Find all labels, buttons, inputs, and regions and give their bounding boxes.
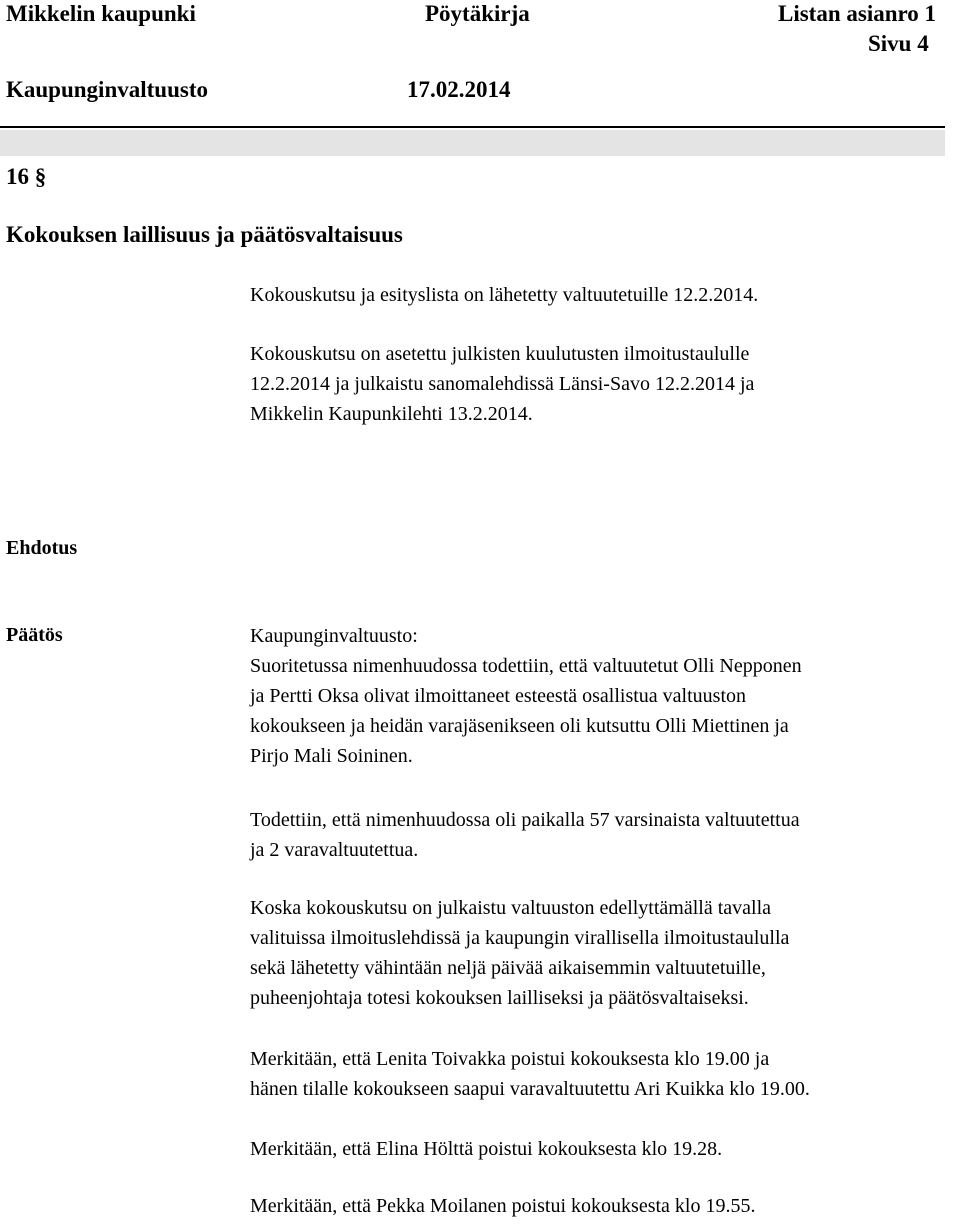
section-number: 16 § bbox=[6, 164, 47, 189]
organization-name: Mikkelin kaupunki bbox=[6, 1, 196, 26]
decision-paragraph-3: Koska kokouskutsu on julkaistu valtuuston edellyttämällä tavalla valituissa ilmoituslehdissä ja kaupungin virallisella ilmoitustaululla sekä lähetetty vähintään neljä päivää aikaisemmin valtuutetuille, puheenjohtaja totesi kokouksen lailliseksi ja päätösvaltaiseksi. bbox=[250, 897, 790, 1009]
proposal-label: Ehdotus bbox=[6, 537, 78, 559]
decision-paragraph-2: Todettiin, että nimenhuudossa oli paikalla 57 varsinaista valtuutettua ja 2 varavaltuutettua. bbox=[250, 809, 800, 861]
intro-paragraph-1: Kokouskutsu ja esityslista on lähetetty valtuutetuille 12.2.2014. bbox=[250, 284, 759, 306]
header-band bbox=[0, 130, 945, 156]
meeting-date: 17.02.2014 bbox=[407, 77, 511, 102]
document-type: Pöytäkirja bbox=[425, 1, 530, 26]
decision-label: Päätös bbox=[6, 624, 63, 646]
list-item-number: Listan asianro 1 bbox=[778, 1, 937, 26]
decision-paragraph-6: Merkitään, että Pekka Moilanen poistui kokouksesta klo 19.55. bbox=[250, 1195, 756, 1217]
body-name: Kaupunginvaltuusto bbox=[6, 77, 208, 102]
decision-paragraph-5: Merkitään, että Elina Hölttä poistui kokouksesta klo 19.28. bbox=[250, 1138, 723, 1160]
decision-paragraph-4: Merkitään, että Lenita Toivakka poistui kokouksesta klo 19.00 ja hänen tilalle kokoukseen saapui varavaltuutettu Ari Kuikka klo 19.00. bbox=[250, 1048, 810, 1100]
page-number: Sivu 4 bbox=[868, 31, 929, 56]
intro-paragraph-2: Kokouskutsu on asetettu julkisten kuulutusten ilmoitustaululle 12.2.2014 ja julkaistu sanomalehdissä Länsi-Savo 12.2.2014 ja Mikkelin Kaupunkilehti 13.2.2014. bbox=[250, 343, 755, 425]
decision-paragraph-1: Kaupunginvaltuusto: Suoritetussa nimenhuudossa todettiin, että valtuutetut Olli Nepponen ja Pertti Oksa olivat ilmoittaneet esteestä osallistua valtuuston kokoukseen ja heidän varajäsenikseen oli kutsuttu Olli Miettinen ja Pirjo Mali Soininen. bbox=[250, 625, 802, 767]
header-rule bbox=[0, 126, 945, 128]
section-title: Kokouksen laillisuus ja päätösvaltaisuus bbox=[6, 222, 403, 247]
